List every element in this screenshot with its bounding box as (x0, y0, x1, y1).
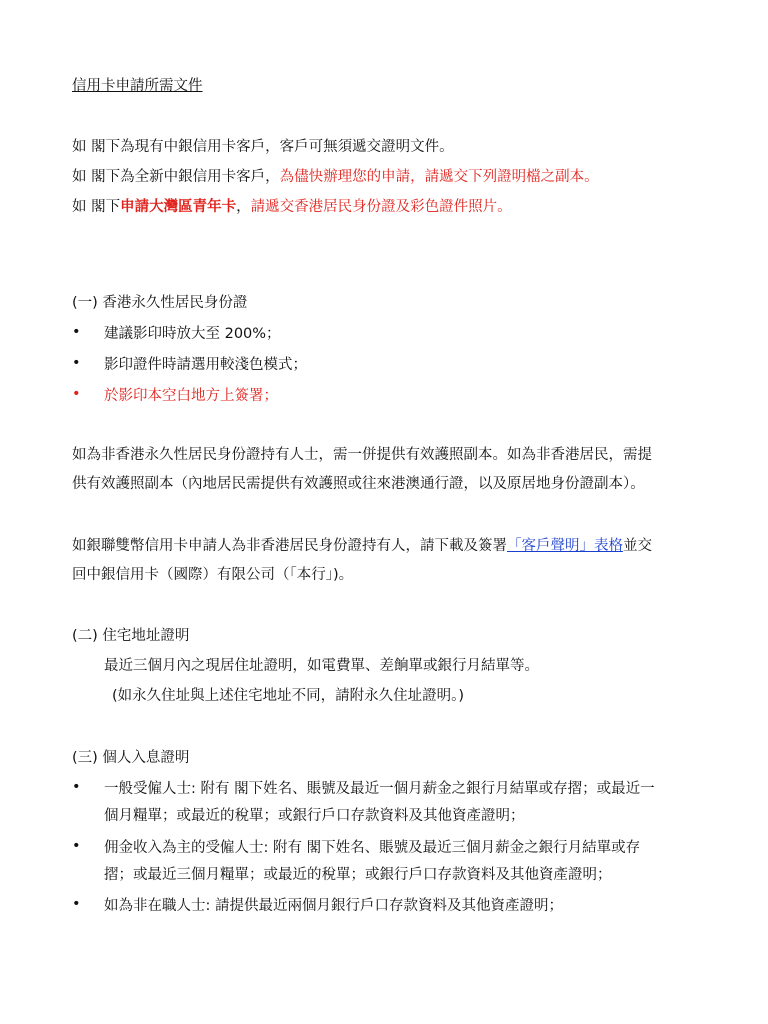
sec1-para-2-line-1 (72, 536, 652, 556)
sec1-para-2-line-2: 回中銀信用卡（國際）有限公司（「本行」)。 (72, 567, 354, 583)
bullet-marker: • (72, 324, 81, 340)
sec1-para-1-line-1: 如為非香港永久性居民身份證持有人士，需一併提供有效護照副本。如為非香港居民，需提 (72, 447, 652, 463)
intro-line-2 (72, 167, 599, 187)
intro-line-3-b: 申請大灣區青年卡 (120, 199, 237, 215)
intro-line-1: 如 閣下為現有中銀信用卡客戶，客戶可無須遞交證明文件。 (72, 139, 454, 155)
intro-line-3-d: 請遞交香港居民身份證及彩色證件照片。 (250, 199, 512, 215)
sec2-line-1: 最近三個月內之現居住址證明，如電費單、差餉單或銀行月結單等。 (104, 658, 539, 674)
section-3-heading: (三) 個人入息證明 (72, 750, 190, 766)
bullet-marker: • (72, 355, 81, 371)
sec3-bullet-1-line-2: 個月糧單；或最近的稅單；或銀行戶口存款資料及其他資產證明； (104, 808, 525, 824)
section-2-heading: (二) 住宅地址證明 (72, 628, 190, 644)
sec2-line-2: (如永久住址與上述住宅地址不同，請附永久住址證明。) (112, 688, 465, 704)
bullet-marker: • (72, 838, 81, 854)
sec3-bullet-1-line-1: 一般受僱人士: 附有 閣下姓名、賬號及最近一個月薪金之銀行月結單或存摺；或最近一 (104, 781, 655, 797)
sec1-para-1-line-2: 供有效護照副本（內地居民需提供有效護照或往來港澳通行證，以及原居地身份證副本）。 (72, 476, 645, 492)
bullet-marker: • (72, 896, 81, 912)
section-1-heading: (一) 香港永久性居民身份證 (72, 295, 248, 311)
sec1-bullet-2: 影印證件時請選用較淺色模式； (104, 357, 307, 373)
sec1-bullet-1: 建議影印時放大至 200%； (104, 326, 281, 342)
intro-line-3-c: ， (236, 199, 251, 215)
sec1-para-2-b: 並交 (623, 538, 652, 554)
intro-line-2-b: 為儘快辦理您的申請，請遞交下列證明檔之副本。 (279, 169, 599, 185)
intro-line-3 (72, 197, 512, 217)
bullet-marker: • (72, 386, 81, 402)
customer-declaration-link[interactable]: 「客戶聲明」表格 (507, 538, 623, 554)
sec3-bullet-2-line-1: 佣金收入為主的受僱人士: 附有 閣下姓名、賬號及最近三個月薪金之銀行月結單或存 (104, 840, 641, 856)
intro-line-3-a: 如 閣下 (72, 199, 121, 215)
page-title: 信用卡申請所需文件 (72, 78, 203, 94)
sec1-para-2-a: 如銀聯雙幣信用卡申請人為非香港居民身份證持有人，請下載及簽署 (72, 538, 507, 554)
bullet-marker: • (72, 779, 81, 795)
sec3-bullet-3-line-1: 如為非在職人士: 請提供最近兩個月銀行戶口存款資料及其他資產證明； (104, 898, 563, 914)
sec3-bullet-2-line-2: 摺；或最近三個月糧單；或最近的稅單；或銀行戶口存款資料及其他資產證明； (104, 867, 612, 883)
sec1-bullet-3: 於影印本空白地方上簽署； (104, 388, 278, 404)
intro-line-2-a: 如 閣下為全新中銀信用卡客戶， (72, 169, 280, 185)
